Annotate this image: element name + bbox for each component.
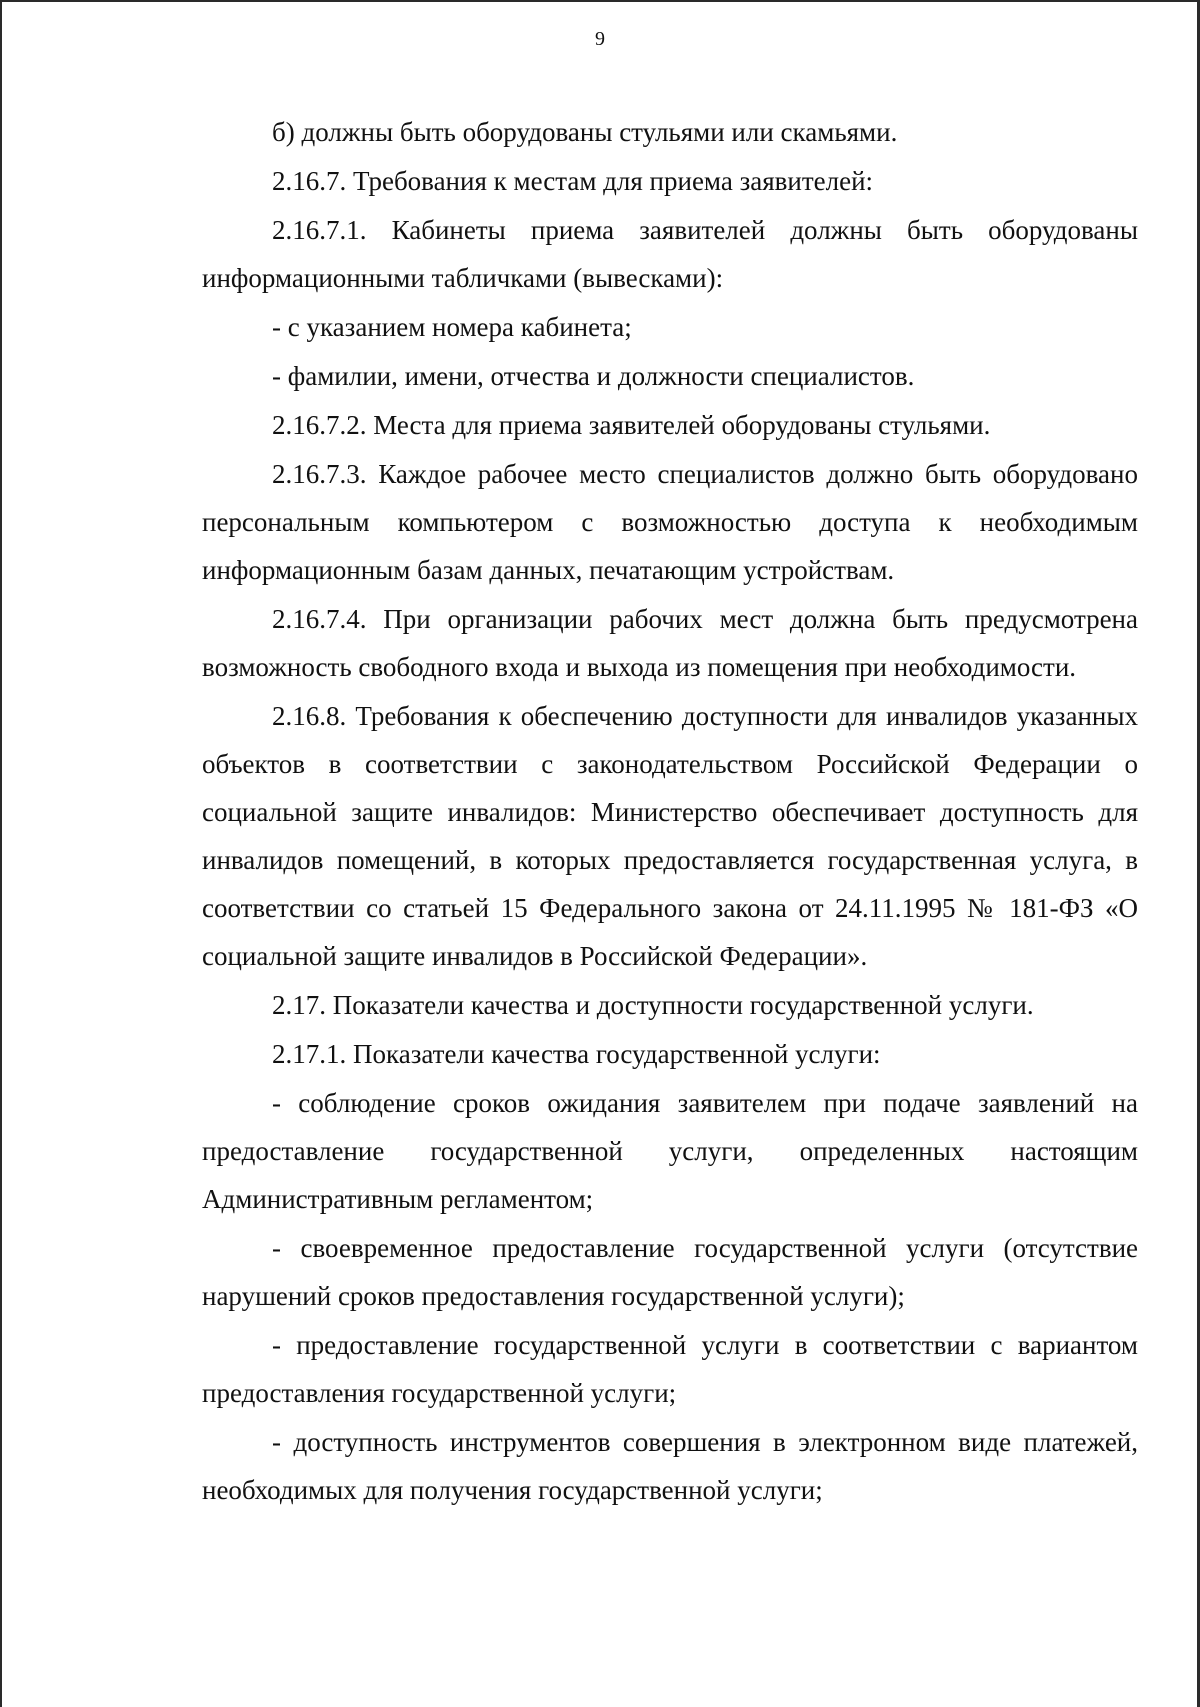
- paragraph: - доступность инструментов совершения в электронном виде платежей, необходимых для получения государственной услуги;: [202, 1427, 1138, 1505]
- paragraph: 2.16.7.3. Каждое рабочее место специалистов должно быть оборудовано персональным компьютером с возможностью доступа к необходимым информационным базам данных, печатающим устройствам.: [202, 459, 1138, 585]
- page-number: 9: [595, 28, 605, 50]
- paragraph: - фамилии, имени, отчества и должности специалистов.: [272, 361, 915, 391]
- paragraph: 2.16.8. Требования к обеспечению доступности для инвалидов указанных объектов в соответствии с законодательством Российской Федерации о социальной защите инвалидов: Министерство обеспечивает доступность для инвалидов помещений, в которых предоставляется государственная услуга, в соответствии со статьей 15 Федерального закона от 24.11.1995 № 181-ФЗ «О социальной защите инвалидов в Российской Федерации».: [202, 701, 1138, 971]
- scan-edge-left: [0, 0, 2, 1707]
- paragraph: 2.16.7.2. Места для приема заявителей оборудованы стульями.: [272, 410, 991, 440]
- scan-edge-top: [0, 0, 1200, 2]
- paragraph: 2.17. Показатели качества и доступности государственной услуги.: [272, 990, 1034, 1020]
- paragraph: - своевременное предоставление государственной услуги (отсутствие нарушений сроков предоставления государственной услуги);: [202, 1233, 1138, 1311]
- paragraph: - с указанием номера кабинета;: [272, 312, 632, 342]
- paragraph: - предоставление государственной услуги в соответствии с вариантом предоставления государственной услуги;: [202, 1330, 1138, 1408]
- paragraph: 2.16.7. Требования к местам для приема заявителей:: [272, 166, 874, 196]
- paragraph: 2.16.7.1. Кабинеты приема заявителей должны быть оборудованы информационными табличками (вывесками):: [202, 215, 1138, 293]
- paragraph: - соблюдение сроков ожидания заявителем при подаче заявлений на предоставление государственной услуги, определенных настоящим Административным регламентом;: [202, 1088, 1138, 1214]
- paragraph: 2.17.1. Показатели качества государственной услуги:: [272, 1039, 881, 1069]
- document-body: [202, 108, 1138, 1514]
- paragraph: 2.16.7.4. При организации рабочих мест должна быть предусмотрена возможность свободного входа и выхода из помещения при необходимости.: [202, 604, 1138, 682]
- paragraph: б) должны быть оборудованы стульями или скамьями.: [272, 117, 898, 147]
